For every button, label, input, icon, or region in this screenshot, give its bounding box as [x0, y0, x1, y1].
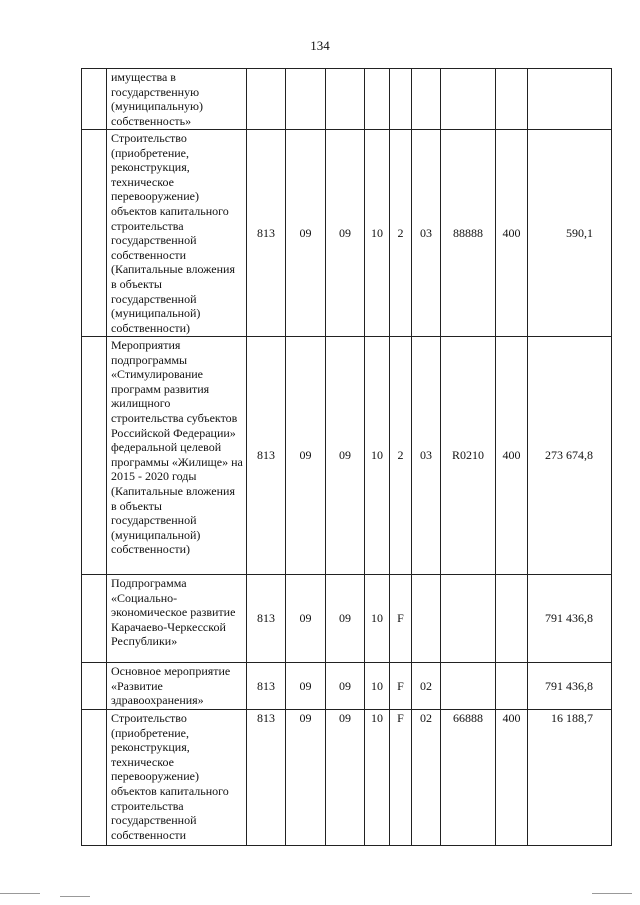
- amount-cell: 16 188,7: [528, 710, 612, 846]
- row-name: имущества в государственную (муниципальную) собственность»: [107, 69, 247, 130]
- direction-cell: 88888: [441, 130, 496, 337]
- direction-cell: [441, 69, 496, 130]
- subprogram-cell: 2: [390, 337, 412, 575]
- row-name: Строительство (приобретение, реконструкция, техническое перевооружение) объектов капитального строительства государственной собственности (Капитальные вложения в объекты государственной (муниципальной) собственности): [107, 130, 247, 337]
- program-cell: 10: [365, 663, 390, 710]
- section-cell: 09: [286, 710, 326, 846]
- table-row: [82, 130, 612, 337]
- index-cell: [82, 130, 107, 337]
- event-cell: 02: [412, 710, 441, 846]
- row-name: Мероприятия подпрограммы «Стимулирование программ развития жилищного строительства субъектов Российской Федерации» федеральной целевой программы «Жилище» на 2015 - 2020 годы (Капитальные вложения в объекты государственной (муниципальной) собственности): [107, 337, 247, 575]
- subprogram-cell: 2: [390, 130, 412, 337]
- table-row: [82, 663, 612, 710]
- amount-cell: [528, 69, 612, 130]
- direction-cell: 66888: [441, 710, 496, 846]
- index-cell: [82, 710, 107, 846]
- amount-cell: 791 436,8: [528, 663, 612, 710]
- direction-cell: [441, 663, 496, 710]
- table-row: [82, 710, 612, 846]
- event-cell: [412, 575, 441, 663]
- index-cell: [82, 663, 107, 710]
- event-cell: 02: [412, 663, 441, 710]
- subprogram-cell: F: [390, 710, 412, 846]
- ministry-cell: 813: [247, 337, 286, 575]
- subsection-cell: 09: [326, 663, 365, 710]
- table-row: [82, 69, 612, 130]
- budget-table: [81, 68, 612, 846]
- program-cell: [365, 69, 390, 130]
- program-cell: 10: [365, 337, 390, 575]
- amount-cell: 791 436,8: [528, 575, 612, 663]
- row-name: Строительство (приобретение, реконструкция, техническое перевооружение) объектов капитального строительства государственной собственности: [107, 710, 247, 846]
- expense-type-cell: 400: [496, 710, 528, 846]
- table-row: [82, 337, 612, 575]
- index-cell: [82, 575, 107, 663]
- program-cell: 10: [365, 130, 390, 337]
- row-name: Основное мероприятие «Развитие здравоохранения»: [107, 663, 247, 710]
- event-cell: [412, 69, 441, 130]
- subsection-cell: [326, 69, 365, 130]
- subprogram-cell: [390, 69, 412, 130]
- ministry-cell: 813: [247, 710, 286, 846]
- expense-type-cell: [496, 575, 528, 663]
- index-cell: [82, 337, 107, 575]
- subsection-cell: 09: [326, 130, 365, 337]
- scan-artifact: [0, 893, 40, 894]
- subprogram-cell: F: [390, 663, 412, 710]
- index-cell: [82, 69, 107, 130]
- scan-artifact: [60, 896, 90, 897]
- subsection-cell: 09: [326, 337, 365, 575]
- expense-type-cell: [496, 663, 528, 710]
- program-cell: 10: [365, 575, 390, 663]
- program-cell: 10: [365, 710, 390, 846]
- expense-type-cell: 400: [496, 337, 528, 575]
- row-name: Подпрограмма «Социально-экономическое развитие Карачаево-Черкесской Республики»: [107, 575, 247, 663]
- scan-artifact: [592, 893, 632, 894]
- direction-cell: R0210: [441, 337, 496, 575]
- ministry-cell: 813: [247, 575, 286, 663]
- expense-type-cell: 400: [496, 130, 528, 337]
- table-row: [82, 575, 612, 663]
- subprogram-cell: F: [390, 575, 412, 663]
- section-cell: 09: [286, 337, 326, 575]
- section-cell: 09: [286, 663, 326, 710]
- event-cell: 03: [412, 130, 441, 337]
- section-cell: 09: [286, 575, 326, 663]
- ministry-cell: 813: [247, 130, 286, 337]
- ministry-cell: 813: [247, 663, 286, 710]
- section-cell: [286, 69, 326, 130]
- amount-cell: 273 674,8: [528, 337, 612, 575]
- amount-cell: 590,1: [528, 130, 612, 337]
- direction-cell: [441, 575, 496, 663]
- ministry-cell: [247, 69, 286, 130]
- page-number: 134: [310, 38, 330, 53]
- expense-type-cell: [496, 69, 528, 130]
- event-cell: 03: [412, 337, 441, 575]
- subsection-cell: 09: [326, 710, 365, 846]
- section-cell: 09: [286, 130, 326, 337]
- subsection-cell: 09: [326, 575, 365, 663]
